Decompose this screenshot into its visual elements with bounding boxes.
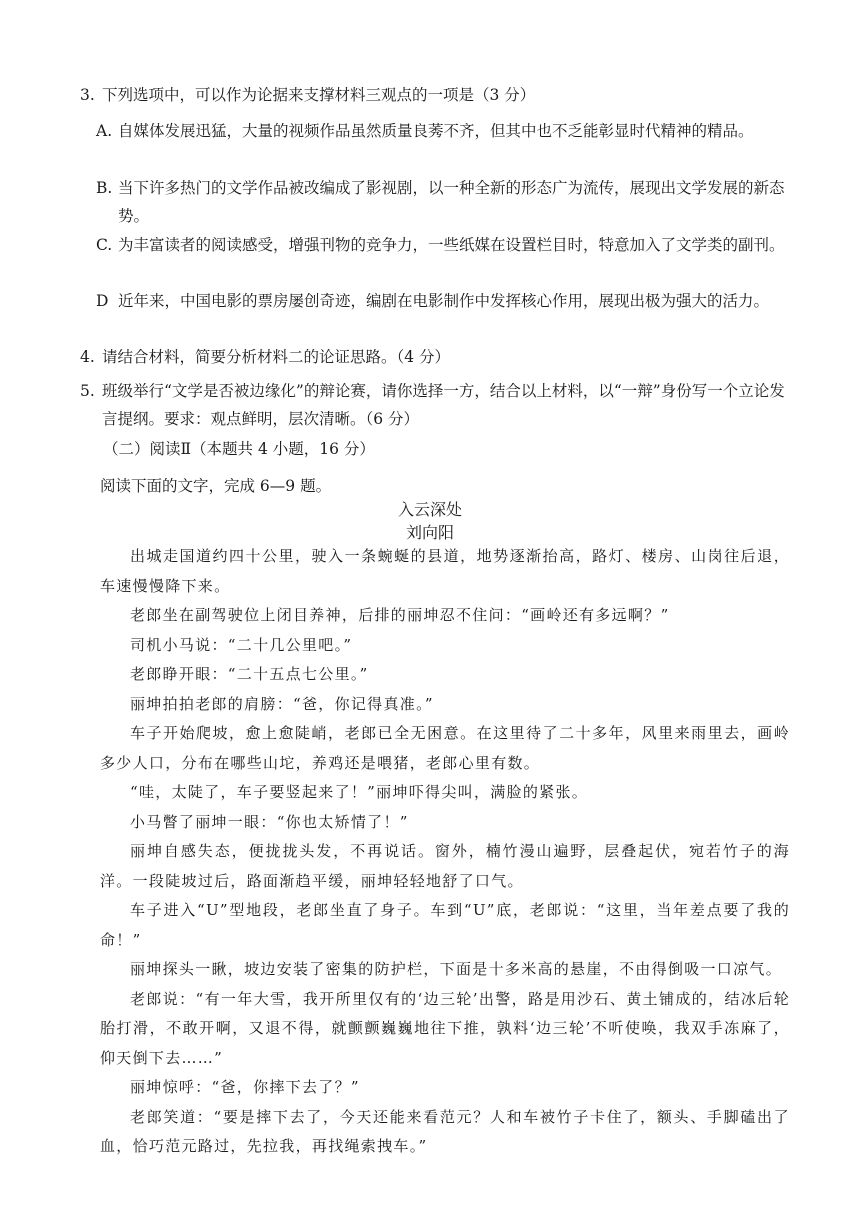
story-author: 刘向阳	[405, 523, 454, 542]
question-text: 下列选项中，可以作为论据来支撑材料三观点的一项是（3 分）	[102, 86, 536, 104]
option-text: 当下许多热门的文学作品被改编成了影视剧，以一种全新的形态广为流传，展现出文学发展的新态势。	[118, 179, 785, 225]
option-text: 为丰富读者的阅读感受，增强刊物的竞争力，一些纸媒在设置栏目时，特意加入了文学类的副刊。	[118, 236, 785, 254]
question-number: 5.	[80, 382, 95, 400]
option-text: 自媒体发展迅猛，大量的视频作品虽然质量良莠不齐，但其中也不乏能彰显时代精神的精品。	[118, 122, 754, 140]
question-number: 4.	[80, 348, 95, 366]
story-paragraph: 出城走国道约四十公里，驶入一条蜿蜒的县道，地势逐渐抬高，路灯、楼房、山岗往后退，车速慢慢降下来。	[100, 547, 790, 595]
story-paragraph: 丽坤惊呼：“爸，你摔下去了？”	[130, 1078, 360, 1096]
option-label: C.	[96, 236, 113, 254]
story-title: 入云深处	[397, 500, 462, 519]
story-paragraph: 老郎说：“有一年大雪，我开所里仅有的‘边三轮’出警，路是用沙石、黄土铺成的，结冰后轮胎打滑，不敢开啊，又退不得，就颤颤巍巍地往下推，孰料‘边三轮’不听使唤，我双手冻麻了，仰天倒下去……”	[100, 989, 790, 1067]
option-a	[96, 117, 796, 145]
story-paragraph: 老郎睁开眼：“二十五点七公里。”	[130, 665, 369, 683]
story-paragraph: 丽坤探头一瞅，坡边安装了密集的防护栏，下面是十多米高的悬崖，不由得倒吸一口凉气。	[130, 960, 783, 978]
question-text: 请结合材料，简要分析材料二的论证思路。（4 分）	[102, 348, 451, 366]
question-5	[80, 377, 800, 433]
story-paragraph: 丽坤自感失态，便拢拢头发，不再说话。窗外，楠竹漫山遍野，层叠起伏，宛若竹子的海洋。一段陡坡过后，路面渐趋平缓，丽坤轻轻地舒了口气。	[100, 842, 790, 890]
story-paragraph: “哇，太陡了，车子要竖起来了！”丽坤吓得尖叫，满脸的紧张。	[130, 783, 589, 801]
question-text: 班级举行“文学是否被边缘化”的辩论赛，请你选择一方，结合以上材料，以“一辩”身份写一个立论发言提纲。要求：观点鲜明，层次清晰。（6 分）	[102, 382, 785, 428]
option-d	[96, 287, 796, 315]
story-paragraph: 小马瞥了丽坤一眼：“你也太矫情了！”	[130, 812, 409, 831]
question-number: 3.	[80, 86, 95, 104]
option-text: 近年来，中国电影的票房屡创奇迹，编剧在电影制作中发挥核心作用，展现出极为强大的活力。	[118, 292, 770, 310]
option-b	[96, 174, 796, 230]
section-heading: （二）阅读Ⅱ（本题共 4 小题，16 分）	[103, 440, 375, 458]
section-instruction: 阅读下面的文字，完成 6—9 题。	[100, 477, 332, 495]
story-paragraph: 车子进入“U”型地段，老郎坐直了身子。车到“U”底，老郎说：“这里，当年差点要了我的命！”	[100, 901, 790, 949]
story-paragraph: 丽坤拍拍老郎的肩膀：“爸，你记得真准。”	[130, 694, 434, 713]
question-4	[80, 343, 800, 371]
option-c	[96, 231, 796, 259]
story-paragraph: 老郎坐在副驾驶位上闭目养神，后排的丽坤忍不住问：“画岭还有多远啊？”	[130, 606, 670, 624]
story-body	[100, 542, 790, 1162]
story-paragraph: 司机小马说：“二十几公里吧。”	[130, 635, 353, 654]
story-paragraph: 老郎笑道：“要是摔下去了，今天还能来看范元？人和车被竹子卡住了，额头、手脚磕出了血，恰巧范元路过，先拉我，再找绳索拽车。”	[100, 1107, 790, 1155]
option-label: A.	[96, 122, 113, 140]
option-label: D	[96, 292, 109, 310]
question-3	[80, 81, 800, 109]
story-paragraph: 车子开始爬坡，愈上愈陡峭，老郎已全无困意。在这里待了二十多年，风里来雨里去，画岭多少人口，分布在哪些山坨，养鸡还是喂猪，老郎心里有数。	[100, 724, 790, 772]
option-label: B.	[96, 179, 113, 197]
